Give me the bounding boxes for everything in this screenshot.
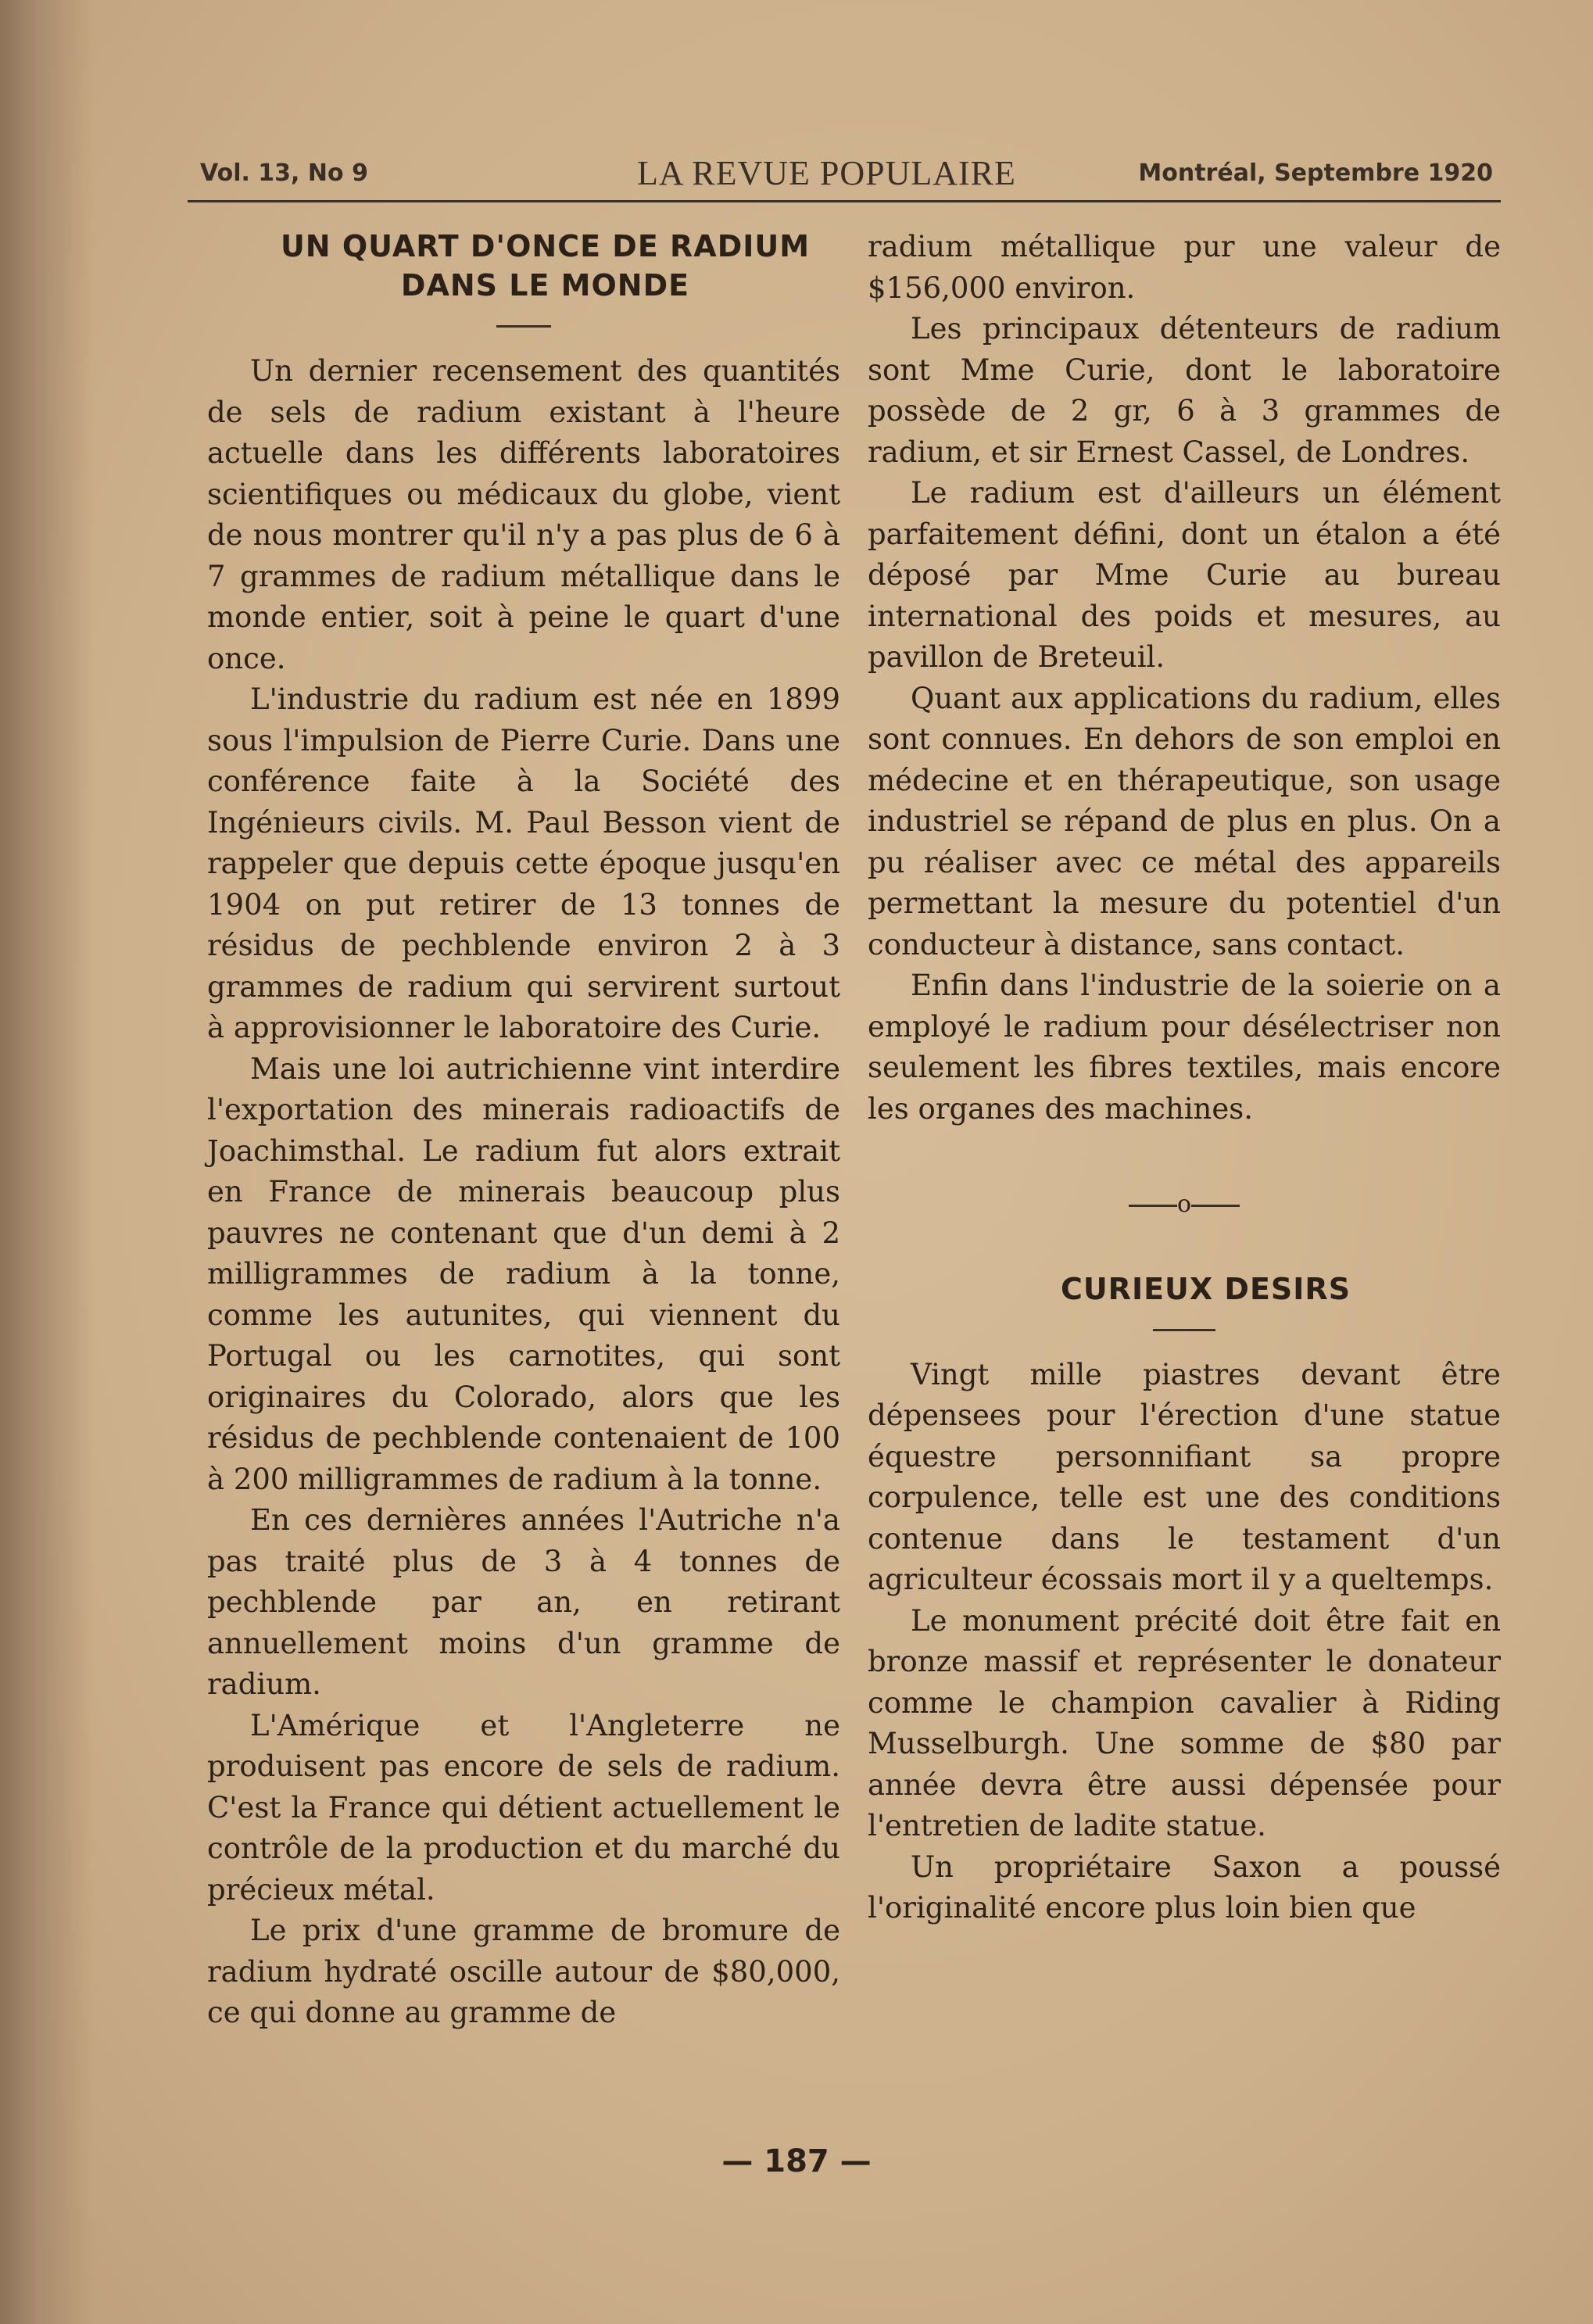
paragraph: Le radium est d'ailleurs un élément parfaitement défini, dont un étalon a été déposé par Mme Curie au bureau international des poids et mesures, au pavillon de Breteuil. [868,476,1501,674]
headline-separator [496,325,551,328]
article-headline: CURIEUX DESIRS [1060,1271,1351,1306]
section-ornament [868,1184,1501,1226]
paragraph: Mais une loi autrichienne vint interdire l'exportation des minerais radioactifs de Joachimsthal. Le radium fut alors extrait en France de minerais beaucoup plus pauvres ne contenant que d'un demi à 2 milligrammes de radium à la tonne, comme les autunites, qui viennent du Portugal ou les carnotites, qui sont originaires du Colorado, alors que les résidus de pechblende contenaient de 100 à 200 milligrammes de radium à la tonne. [207,1051,840,1496]
ornament-dash [1191,1205,1240,1207]
headline-separator [1153,1329,1215,1331]
paragraph: L'industrie du radium est née en 1899 sous l'impulsion de Pierre Curie. Dans une conférence faite à la Société des Ingénieurs civils. M. Paul Besson vient de rappeler que depuis cette époque jusqu'en 1904 on put retirer de 13 tonnes de résidus de pechblende environ 2 à 3 grammes de radium qui servirent surtout à approvisionner le laboratoire des Curie. [207,682,840,1044]
header-rule [188,200,1501,202]
page-number: — 187 — [721,2143,872,2179]
paragraph: En ces dernières années l'Autriche n'a pas traité plus de 3 à 4 tonnes de pechblende par an, en retirant annuellement moins d'un gramme de radium. [207,1503,840,1701]
paragraph-continued: radium métallique pur une valeur de $156,000 environ. [868,230,1501,305]
volume-number: Vol. 13, No 9 [200,159,368,187]
paragraph: Enfin dans l'industrie de la soierie on a employé le radium pour désélectriser non seulement les fibres textiles, mais encore les organes des machines. [868,969,1501,1126]
paragraph: Un dernier recensement des quantités de sels de radium existant à l'heure actuelle dans les différents laboratoires scientifiques ou médicaux du globe, vient de nous montrer qu'il n'y a pas plus de 6 à 7 grammes de radium métallique dans le monde entier, soit à peine le quart d'une once. [207,354,840,675]
paragraph: Quant aux applications du radium, elles sont connues. En dehors de son emploi en médecine et en thérapeutique, son usage industriel se répand de plus en plus. On a pu réaliser avec ce métal des appareils permettant la mesure du potentiel d'un conducteur à distance, sans contact. [868,681,1501,961]
article-headline-line1: UN QUART D'ONCE DE RADIUM [280,229,811,263]
paragraph: L'Amérique et l'Angleterre ne produisent pas encore de sels de radium. C'est la France qui détient actuellement le contrôle de la production et du marché du précieux métal. [207,1708,840,1907]
page-spine-shadow [0,0,94,2324]
ornament-dash [1129,1205,1177,1207]
running-header [195,153,1493,192]
column-right [868,227,1501,1929]
paragraph: Les principaux détenteurs de radium sont Mme Curie, dont le laboratoire possède de 2 gr, 6 à 3 grammes de radium, et sir Ernest Cassel, de Londres. [868,312,1501,469]
dateline: Montréal, Septembre 1920 [1138,159,1493,187]
column-left [207,227,840,2034]
paragraph: Le monument précité doit être fait en bronze massif et représenter le donateur comme le champion cavalier à Riding Musselburgh. Une somme de $80 par année devra être aussi dépensée pour l'entretien de ladite statue. [868,1603,1501,1842]
publication-title: LA REVUE POPULAIRE [637,154,1016,192]
paragraph: Un propriétaire Saxon a poussé l'originalité encore plus loin bien que [868,1850,1501,1925]
paragraph: Vingt mille piastres devant être dépensees pour l'érection d'une statue équestre personnifiant sa propre corpulence, telle est une des conditions contenue dans le testament d'un agriculteur écossais mort il y a queltemps. [868,1357,1501,1596]
ornament-mark: o [1176,1191,1192,1218]
paragraph: Le prix d'une gramme de bromure de radium hydraté oscille autour de $80,000, ce qui donne au gramme de [207,1914,840,2029]
article-headline-line2: DANS LE MONDE [400,268,690,303]
